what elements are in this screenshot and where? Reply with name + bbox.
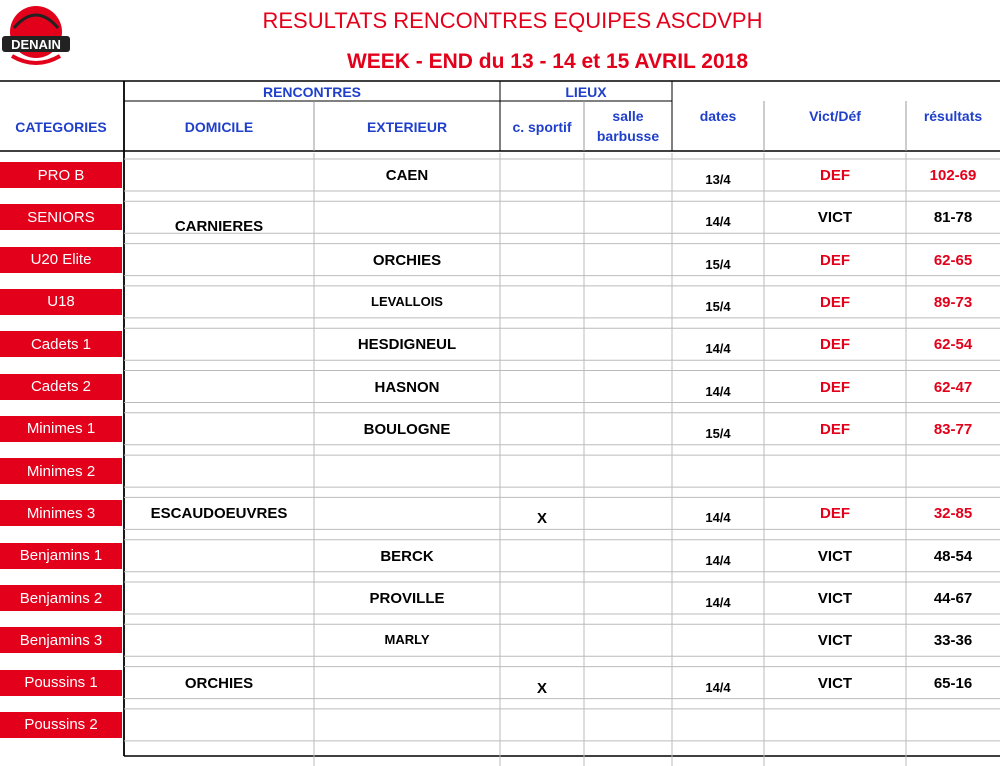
- category-label: Poussins 1: [0, 670, 122, 696]
- resultat-cell: 89-73: [933, 293, 973, 311]
- vict-def-cell: DEF: [820, 167, 850, 184]
- c-sportif-cell: X: [536, 679, 547, 697]
- category-label: U20 Elite: [0, 247, 122, 273]
- exterieur-cell: PROVILLE: [369, 590, 445, 607]
- page-subtitle: WEEK - END du 13 - 14 et 15 AVRIL 2018: [346, 50, 749, 73]
- logo-text: DENAIN: [11, 37, 61, 52]
- exterieur-cell: BERCK: [380, 547, 434, 565]
- resultat-cell: 44-67: [933, 590, 973, 607]
- date-cell: 14/4: [705, 552, 731, 568]
- date-cell: 14/4: [705, 341, 731, 357]
- resultat-cell: 33-36: [933, 632, 973, 650]
- resultat-cell: 83-77: [933, 420, 973, 438]
- resultat-cell: 65-16: [933, 674, 973, 692]
- date-cell: 14/4: [705, 383, 731, 399]
- header-categories: CATEGORIES: [15, 119, 107, 135]
- date-cell: 14/4: [705, 214, 731, 230]
- category-label: Poussins 2: [0, 712, 122, 738]
- date-cell: 14/4: [705, 595, 731, 610]
- resultat-cell: 62-47: [933, 378, 973, 396]
- resultat-cell: 102-69: [929, 167, 977, 184]
- domicile-cell: ESCAUDOEUVRES: [150, 505, 288, 523]
- vict-def-cell: DEF: [820, 420, 850, 438]
- category-label: Cadets 2: [0, 374, 122, 400]
- date-cell: 13/4: [705, 172, 731, 187]
- header-c-sportif: c. sportif: [512, 119, 572, 135]
- date-cell: 14/4: [705, 679, 731, 695]
- vict-def-cell: VICT: [817, 590, 853, 607]
- exterieur-cell: CAEN: [385, 167, 429, 184]
- resultat-cell: 62-65: [933, 251, 973, 269]
- date-cell: 15/4: [705, 298, 731, 314]
- header-lieux: LIEUX: [565, 84, 607, 100]
- vict-def-cell: DEF: [820, 251, 850, 269]
- category-label: SENIORS: [0, 204, 122, 230]
- category-label: Minimes 1: [0, 416, 122, 442]
- resultat-cell: 62-54: [933, 336, 973, 354]
- header-dates: dates: [699, 108, 737, 124]
- category-label: Benjamins 3: [0, 627, 122, 653]
- category-label: U18: [0, 289, 122, 315]
- category-label: Benjamins 1: [0, 543, 122, 569]
- header-domicile: DOMICILE: [184, 119, 254, 135]
- header-barbusse: barbusse: [596, 128, 660, 144]
- vict-def-cell: VICT: [817, 674, 853, 692]
- category-label: Minimes 3: [0, 500, 122, 526]
- category-label: Benjamins 2: [0, 585, 122, 611]
- category-label: Cadets 1: [0, 331, 122, 357]
- header-rencontres: RENCONTRES: [262, 84, 361, 100]
- vict-def-cell: VICT: [817, 632, 853, 650]
- exterieur-cell: MARLY: [384, 632, 430, 648]
- exterieur-cell: BOULOGNE: [363, 420, 451, 438]
- vict-def-cell: VICT: [817, 209, 853, 227]
- category-label: PRO B: [0, 162, 122, 188]
- exterieur-cell: ORCHIES: [372, 251, 442, 269]
- vict-def-cell: DEF: [820, 293, 850, 311]
- header-vict-def: Vict/Déf: [809, 108, 861, 124]
- date-cell: 15/4: [705, 256, 731, 272]
- vict-def-cell: DEF: [820, 505, 850, 523]
- date-cell: 15/4: [705, 425, 731, 441]
- domicile-cell: ORCHIES: [184, 674, 254, 692]
- header-resultats: résultats: [923, 108, 983, 124]
- vict-def-cell: VICT: [817, 547, 853, 565]
- c-sportif-cell: X: [536, 510, 547, 528]
- vict-def-cell: DEF: [820, 336, 850, 354]
- category-label: Minimes 2: [0, 458, 122, 484]
- domicile-cell: CARNIERES: [174, 218, 264, 236]
- header-salle: salle: [612, 108, 644, 124]
- resultat-cell: 81-78: [933, 209, 973, 227]
- exterieur-cell: HASNON: [374, 378, 440, 396]
- header-exterieur: EXTERIEUR: [366, 119, 448, 135]
- vict-def-cell: DEF: [820, 378, 850, 396]
- page-title: RESULTATS RENCONTRES EQUIPES ASCDVPH: [262, 8, 763, 33]
- exterieur-cell: HESDIGNEUL: [357, 336, 457, 354]
- resultat-cell: 32-85: [933, 505, 973, 523]
- date-cell: 14/4: [705, 510, 731, 526]
- exterieur-cell: LEVALLOIS: [371, 293, 443, 309]
- resultat-cell: 48-54: [933, 547, 973, 565]
